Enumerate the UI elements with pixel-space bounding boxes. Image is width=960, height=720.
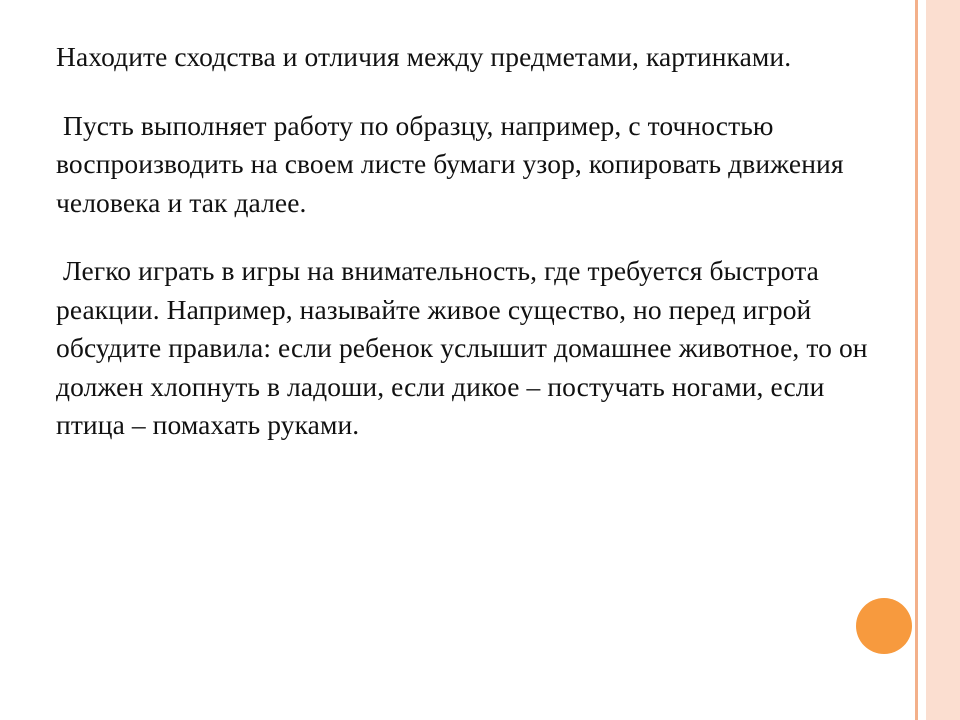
slide-text-block (56, 38, 886, 445)
paragraph-3: Легко играть в игры на внимательность, где требуется быстрота реакции. Например, называйте живое существо, но перед игрой обсудите правила: если ребенок услышит домашнее животное, то он должен хлопнуть в ладоши, если дикое – постучать ногами, если птица – помахать руками. (56, 255, 875, 440)
right-accent-line (915, 0, 918, 720)
paragraph-2: Пусть выполняет работу по образцу, например, с точностью воспроизводить на своем листе бумаги узор, копировать движения человека и так далее. (56, 109, 851, 218)
orange-circle-decoration (856, 598, 912, 654)
right-decorative-band (926, 0, 960, 720)
paragraph-1: Находите сходства и отличия между предметами, картинками. (56, 41, 792, 72)
